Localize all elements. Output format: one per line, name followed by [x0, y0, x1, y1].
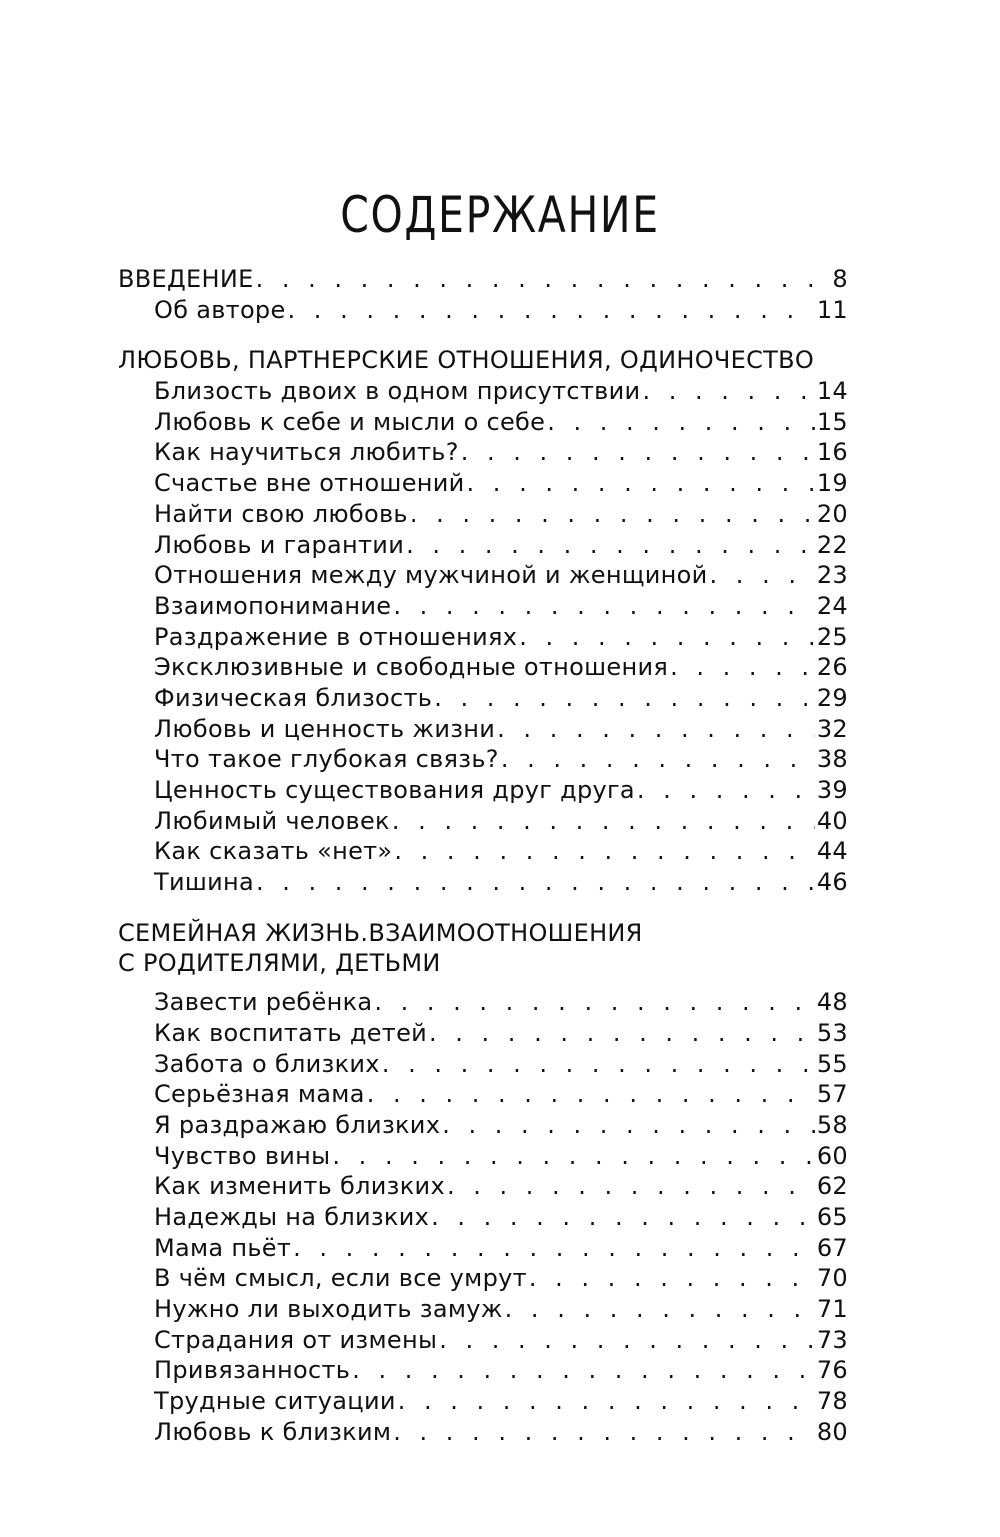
toc-entry-page: 32 [816, 714, 848, 743]
toc-entry[interactable] [118, 683, 848, 714]
toc-entry-page: 78 [816, 1387, 848, 1416]
toc-entry-page: 76 [816, 1356, 848, 1385]
leader-dots [293, 1233, 815, 1264]
toc-entry-label: Трудные ситуации [154, 1387, 396, 1416]
toc-entry[interactable] [118, 1079, 848, 1110]
toc-entry-page: 25 [816, 622, 848, 651]
leader-dots [367, 1079, 815, 1110]
leader-dots [256, 867, 815, 898]
toc-entry-label: Любимый человек [154, 806, 390, 835]
leader-dots [529, 1263, 815, 1294]
toc-entry-label: Забота о близких [154, 1049, 380, 1078]
toc-entry-label: Найти свою любовь [154, 499, 408, 528]
toc-entry[interactable] [118, 1417, 848, 1448]
leader-dots [447, 1171, 815, 1202]
section-heading-love: ЛЮБОВЬ, ПАРТНЕРСКИЕ ОТНОШЕНИЯ, ОДИНОЧЕСТВО [118, 346, 815, 375]
toc-entry-page: 53 [816, 1018, 848, 1047]
leader-dots [406, 530, 815, 561]
leader-dots [442, 1110, 815, 1141]
toc-entry-label: Завести ребёнка [154, 988, 373, 1017]
toc-entry-page: 20 [816, 499, 848, 528]
toc-entry-label: Близость двоих в одном присутствии [154, 377, 641, 406]
toc-entry[interactable] [118, 295, 848, 326]
toc-entry[interactable] [118, 775, 848, 806]
toc-entry-label: Как изменить близких [154, 1172, 445, 1201]
toc-entry[interactable] [118, 1325, 848, 1356]
toc-entry[interactable] [118, 1018, 848, 1049]
leader-dots [394, 836, 814, 867]
leader-dots [461, 437, 815, 468]
toc-entry[interactable] [118, 376, 848, 407]
toc-entry-label: Страдания от измены [154, 1325, 438, 1354]
toc-entry[interactable] [118, 530, 848, 561]
toc-entry-label: Надежды на близких [154, 1202, 430, 1231]
table-of-contents [118, 264, 848, 1447]
toc-entry-label: Что такое глубокая связь? [154, 745, 499, 774]
toc-entry-page: 55 [816, 1049, 848, 1078]
leader-dots [505, 1294, 815, 1325]
leader-dots [439, 1325, 815, 1356]
toc-entry-label: Серьёзная мама [154, 1080, 365, 1109]
toc-entry-label: В чём смысл, если все умрут [154, 1264, 527, 1293]
toc-entry[interactable] [118, 1141, 848, 1172]
leader-dots [393, 1417, 815, 1448]
toc-entry[interactable] [118, 714, 848, 745]
toc-entry-page: 23 [816, 561, 848, 590]
toc-entry-page: 70 [816, 1264, 848, 1293]
toc-entry-page: 62 [816, 1172, 848, 1201]
toc-entry-label: Как научиться любить? [154, 438, 459, 467]
toc-entry[interactable] [118, 407, 848, 438]
toc-entry-label: Любовь и гарантии [154, 530, 405, 559]
toc-entry-label: Мама пьёт [154, 1233, 292, 1262]
leader-dots [374, 987, 814, 1018]
section-heading-line-2: С РОДИТЕЛЯМИ, ДЕТЬМИ [118, 949, 441, 978]
section-heading-family [118, 918, 848, 979]
toc-entry-label: Я раздражаю близких [154, 1110, 441, 1139]
toc-entry-label: Любовь к себе и мысли о себе [154, 407, 546, 436]
leader-dots [710, 560, 815, 591]
leader-dots [501, 744, 815, 775]
toc-entry-label: Как сказать «нет» [154, 837, 393, 866]
toc-entry[interactable] [118, 499, 848, 530]
leader-dots [467, 468, 815, 499]
toc-entry-page: 22 [816, 530, 848, 559]
toc-entry-page: 8 [832, 265, 848, 293]
leader-dots [637, 775, 815, 806]
leader-dots [393, 591, 815, 622]
leader-dots [332, 1141, 814, 1172]
page-title: СОДЕРЖАНИЕ [340, 186, 660, 244]
toc-entry[interactable] [118, 836, 848, 867]
toc-entry-label: Любовь к близким [154, 1417, 392, 1446]
leader-dots [431, 1202, 815, 1233]
leader-dots [670, 652, 815, 683]
section-heading-line-1: СЕМЕЙНАЯ ЖИЗНЬ.ВЗАИМООТНОШЕНИЯ [118, 918, 643, 947]
toc-entry[interactable] [118, 1355, 848, 1386]
toc-entry[interactable] [118, 652, 848, 683]
leader-dots [382, 1049, 815, 1080]
leader-dots [410, 499, 815, 530]
toc-entry-page: 26 [816, 653, 848, 682]
toc-entry[interactable] [118, 468, 848, 499]
toc-entry-page: 11 [816, 295, 848, 324]
toc-entry-label: Отношения между мужчиной и женщиной [154, 561, 708, 590]
toc-entry[interactable] [118, 622, 848, 653]
leader-dots [256, 264, 831, 295]
toc-entry-page: 46 [816, 868, 848, 897]
toc-entry-page: 29 [816, 683, 848, 712]
toc-entry-label: Раздражение в отношениях [154, 622, 518, 651]
toc-entry-label: Эксклюзивные и свободные отношения [154, 653, 669, 682]
toc-entry-page: 15 [816, 407, 848, 436]
toc-entry-label: ВВЕДЕНИЕ [118, 265, 254, 293]
toc-entry[interactable] [118, 1386, 848, 1417]
toc-entry-label: Тишина [154, 868, 255, 897]
toc-entry-page: 60 [816, 1141, 848, 1170]
toc-entry-page: 57 [816, 1080, 848, 1109]
toc-entry-page: 16 [816, 438, 848, 467]
toc-entry[interactable] [118, 1233, 848, 1264]
toc-entry-page: 67 [816, 1233, 848, 1262]
leader-dots [398, 1386, 815, 1417]
toc-entry[interactable] [118, 1049, 848, 1080]
leader-dots [288, 295, 815, 326]
toc-entry[interactable] [118, 987, 848, 1018]
toc-entry[interactable] [118, 591, 848, 622]
toc-entry-page: 14 [816, 377, 848, 406]
leader-dots [642, 376, 814, 407]
leader-dots [519, 622, 815, 653]
toc-entry-label: Нужно ли выходить замуж [154, 1295, 503, 1324]
section-family-list [118, 987, 848, 1447]
leader-dots [497, 714, 815, 745]
toc-entry-label: Любовь и ценность жизни [154, 714, 496, 743]
toc-entry-page: 58 [816, 1110, 848, 1139]
toc-entry-label: Как воспитать детей [154, 1018, 428, 1047]
toc-entry[interactable] [118, 806, 848, 837]
toc-entry[interactable] [118, 1202, 848, 1233]
section-love-list [118, 376, 848, 898]
toc-entry-label: Взаимопонимание [154, 591, 392, 620]
toc-entry-label: Чувство вины [154, 1141, 331, 1170]
toc-entry-page: 39 [816, 776, 848, 805]
toc-entry-page: 40 [816, 806, 848, 835]
leader-dots [434, 683, 815, 714]
toc-entry[interactable] [118, 1171, 848, 1202]
toc-entry-label: Об авторе [154, 295, 286, 324]
toc-entry[interactable] [118, 437, 848, 468]
toc-entry-page: 73 [816, 1325, 848, 1354]
toc-entry-page: 19 [816, 469, 848, 498]
toc-entry[interactable] [118, 560, 848, 591]
toc-entry-page: 48 [816, 988, 848, 1017]
toc-entry[interactable] [118, 1110, 848, 1141]
toc-entry[interactable] [118, 1263, 848, 1294]
toc-entry-label: Ценность существования друг друга [154, 776, 635, 805]
toc-entry-page: 71 [816, 1295, 848, 1324]
leader-dots [429, 1018, 815, 1049]
toc-entry-label: Счастье вне отношений [154, 469, 465, 498]
toc-entry-page: 24 [816, 591, 848, 620]
toc-entry-page: 80 [816, 1417, 848, 1446]
toc-entry[interactable] [118, 744, 848, 775]
toc-entry-label: Привязанность [154, 1356, 351, 1385]
toc-entry-intro[interactable] [118, 264, 848, 295]
leader-dots [392, 806, 815, 837]
toc-entry-page: 44 [816, 837, 848, 866]
toc-entry-label: Физическая близость [154, 683, 433, 712]
toc-entry[interactable] [118, 1294, 848, 1325]
leader-dots [352, 1355, 815, 1386]
toc-entry[interactable] [118, 867, 848, 898]
leader-dots [547, 407, 815, 438]
toc-entry-page: 65 [816, 1202, 848, 1231]
toc-entry-page: 38 [816, 745, 848, 774]
